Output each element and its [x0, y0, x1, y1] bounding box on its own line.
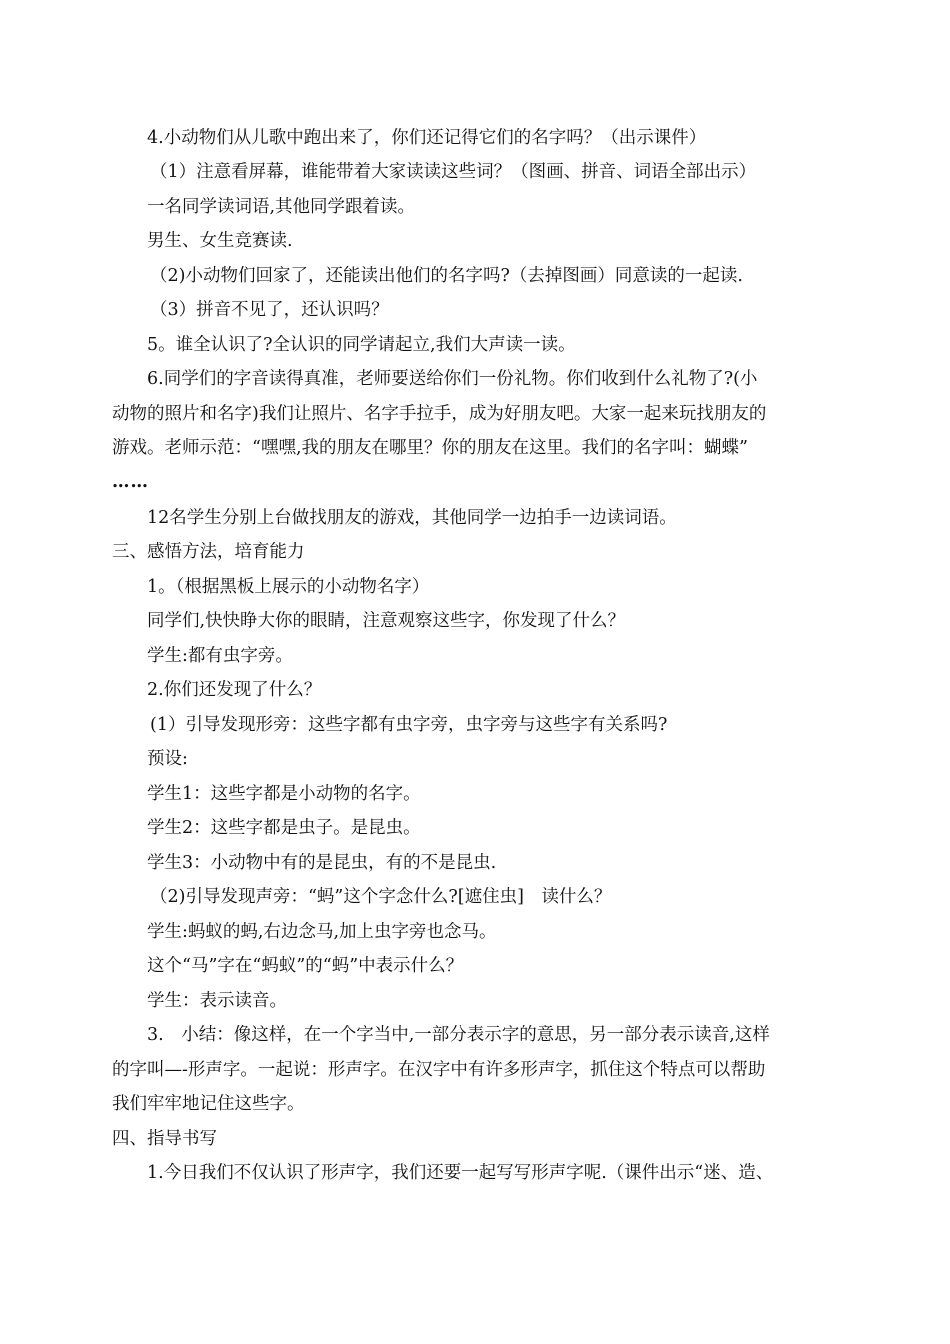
text-line-19: 预设:: [147, 749, 188, 769]
text-line-28: 的字叫—-形声字。一起说：形声字。在汉字中有许多形声字，抓住这个特点可以帮助: [112, 1060, 766, 1080]
text-line-27: 3. 小结：像这样，在一个字当中,一部分表示字的意思，另一部分表示读音,这样: [147, 1025, 770, 1045]
text-line-1: 4.小动物们从儿歌中跑出来了，你们还记得它们的名字吗？（出示课件）: [147, 128, 707, 148]
text-line-31: 1.今日我们不仅认识了形声字，我们还要一起写写形声字呢.（课件出示“迷、造、: [147, 1163, 774, 1183]
text-line-16: 学生:都有虫字旁。: [147, 646, 293, 666]
text-line-5: （2)小动物们回家了，还能读出他们的名字吗?（去掉图画）同意读的一起读.: [150, 266, 743, 286]
text-line-25: 这个“马”字在“蚂蚁”的“蚂”中表示什么？: [147, 956, 464, 976]
text-line-15: 同学们,快快睁大你的眼睛，注意观察这些字，你发现了什么？: [147, 611, 626, 631]
text-line-8: 6.同学们的字音读得真准，老师要送给你们一份礼物。你们收到什么礼物了?(小: [147, 369, 758, 389]
text-line-23: （2)引导发现声旁：“蚂”这个字念什么?[遮住虫] 读什么？: [150, 887, 612, 907]
text-line-21: 学生2：这些字都是虫子。是昆虫。: [147, 818, 421, 838]
text-line-18: (1）引导发现形旁：这些字都有虫字旁，虫字旁与这些字有关系吗?: [150, 715, 668, 735]
text-line-9: 动物的照片和名字)我们让照片、名字手拉手，成为好朋友吧。大家一起来玩找朋友的: [112, 404, 767, 424]
text-line-2: （1）注意看屏幕，谁能带着大家读读这些词？（图画、拼音、词语全部出示）: [150, 162, 757, 182]
text-line-22: 学生3：小动物中有的是昆虫，有的不是昆虫.: [147, 853, 497, 873]
text-line-7: 5。谁全认识了?全认识的同学请起立,我们大声读一读。: [147, 335, 576, 355]
text-line-12: 12名学生分别上台做找朋友的游戏，其他同学一边拍手一边读词语。: [147, 508, 677, 528]
text-line-ellipsis: ……: [112, 472, 149, 492]
text-line-6: （3）拼音不见了，还认识吗？: [150, 300, 389, 320]
text-line-4: 男生、女生竞赛读.: [147, 231, 293, 251]
text-line-10: 游戏。老师示范：“嘿嘿,我的朋友在哪里？你的朋友在这里。我们的名字叫：蝴蝶”: [112, 438, 748, 458]
section-heading-3: 三、感悟方法，培育能力: [112, 542, 305, 562]
text-line-20: 学生1：这些字都是小动物的名字。: [147, 784, 421, 804]
text-line-14: 1。（根据黑板上展示的小动物名字）: [147, 577, 430, 597]
text-line-24: 学生:蚂蚁的蚂,右边念马,加上虫字旁也念马。: [147, 922, 497, 942]
section-heading-4: 四、指导书写: [112, 1129, 217, 1149]
text-line-3: 一名同学读词语,其他同学跟着读。: [147, 197, 416, 217]
text-line-17: 2.你们还发现了什么？: [147, 680, 322, 700]
text-line-29: 我们牢牢地记住这些字。: [112, 1094, 305, 1114]
text-line-26: 学生：表示读音。: [147, 991, 287, 1011]
